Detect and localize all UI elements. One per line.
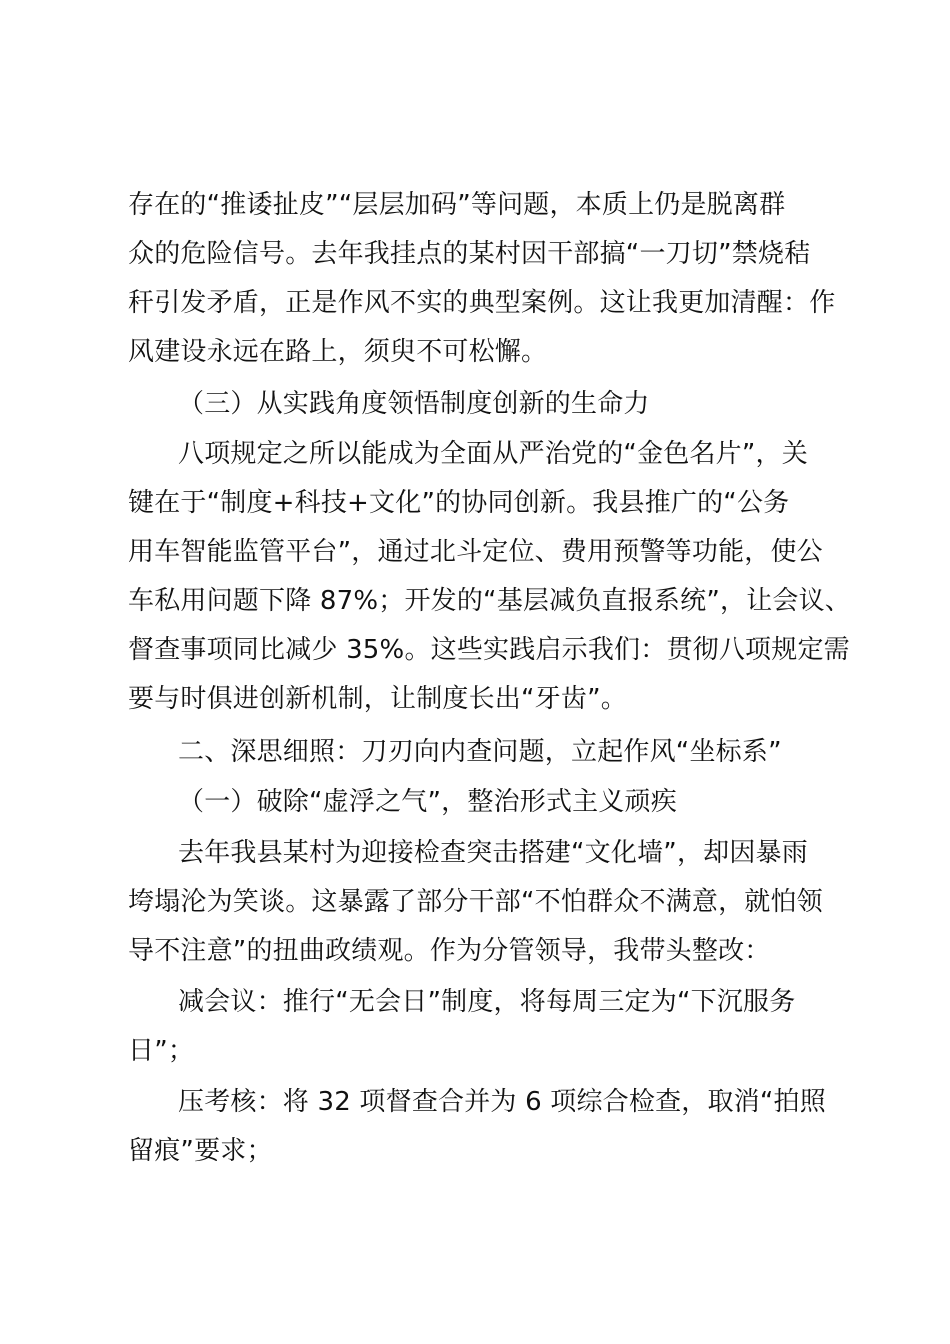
paragraph-line: 导不注意”的扭曲政绩观。作为分管领导，我带头整改：	[128, 936, 771, 966]
paragraph-line: 车私用问题下降 87%；开发的“基层减负直报系统”，让会议、	[128, 586, 851, 616]
paragraph-line: 存在的“推诿扯皮”“层层加码”等问题，本质上仍是脱离群	[128, 190, 786, 220]
list-item-line: 留痕”要求；	[128, 1136, 273, 1166]
paragraph-line: 秆引发矛盾，正是作风不实的典型案例。这让我更加清醒：作	[128, 288, 836, 318]
list-item-line: 日”；	[128, 1036, 195, 1066]
paragraph-line: 众的危险信号。去年我挂点的某村因干部搞“一刀切”禁烧秸	[128, 239, 811, 269]
list-item-line: 减会议：推行“无会日”制度，将每周三定为“下沉服务	[178, 987, 796, 1017]
paragraph-line: 键在于“制度+科技+文化”的协同创新。我县推广的“公务	[128, 488, 790, 518]
paragraph-line: 八项规定之所以能成为全面从严治党的“金色名片”，关	[178, 439, 808, 469]
paragraph-line: 要与时俱进创新机制，让制度长出“牙齿”。	[128, 684, 627, 714]
section-heading: （三）从实践角度领悟制度创新的生命力	[178, 389, 650, 419]
section-heading: （一）破除“虚浮之气”，整治形式主义顽疾	[178, 787, 677, 817]
list-item-line: 压考核：将 32 项督查合并为 6 项综合检查，取消“拍照	[178, 1087, 826, 1117]
paragraph-line: 用车智能监管平台”，通过北斗定位、费用预警等功能，使公	[128, 537, 823, 567]
paragraph-line: 去年我县某村为迎接检查突击搭建“文化墙”，却因暴雨	[178, 838, 808, 868]
paragraph-line: 督查事项同比减少 35%。这些实践启示我们：贯彻八项规定需	[128, 635, 850, 665]
paragraph-line: 垮塌沦为笑谈。这暴露了部分干部“不怕群众不满意，就怕领	[128, 887, 823, 917]
paragraph-line: 风建设永远在路上，须臾不可松懈。	[128, 337, 548, 367]
chapter-heading: 二、深思细照：刀刃向内查问题，立起作风“坐标系”	[178, 737, 782, 767]
